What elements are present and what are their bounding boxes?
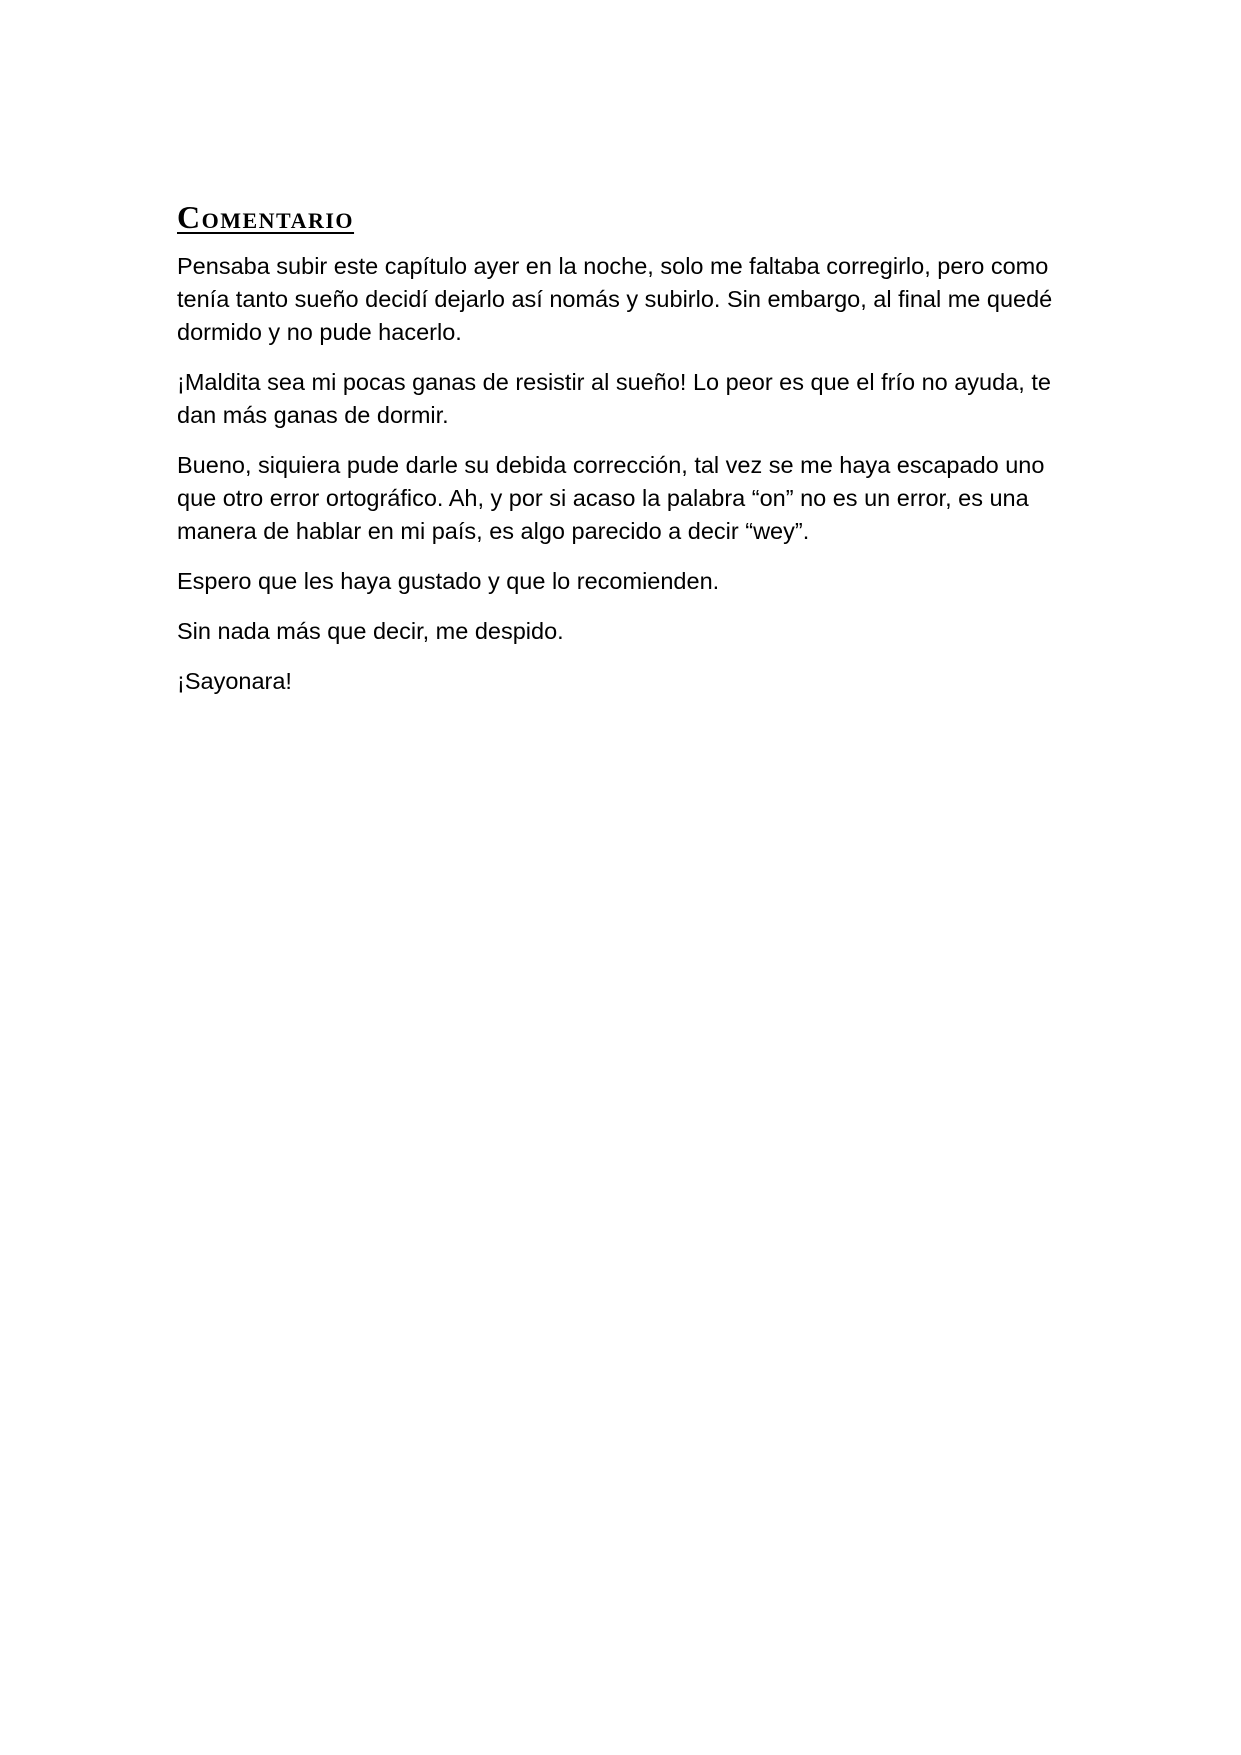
paragraph: Sin nada más que decir, me despido. <box>177 618 564 644</box>
paragraph: Pensaba subir este capítulo ayer en la noche, solo me faltaba corregirlo, pero como tenía tanto sueño decidí dejarlo así nomás y subirlo. Sin embargo, al final me quedé dormido y no pude hacerlo. <box>177 253 1053 345</box>
document-body <box>177 196 1067 715</box>
page-title: Comentario <box>177 199 355 235</box>
paragraph: ¡Maldita sea mi pocas ganas de resistir al sueño! Lo peor es que el frío no ayuda, te dan más ganas de dormir. <box>177 369 1051 428</box>
paragraph: Espero que les haya gustado y que lo recomienden. <box>177 568 720 594</box>
paragraph: ¡Sayonara! <box>177 668 292 694</box>
paragraph: Bueno, siquiera pude darle su debida corrección, tal vez se me haya escapado uno que otro error ortográfico. Ah, y por si acaso la palabra “on” no es un error, es una manera de hablar en mi país, es algo parecido a decir “wey”. <box>177 452 1045 544</box>
